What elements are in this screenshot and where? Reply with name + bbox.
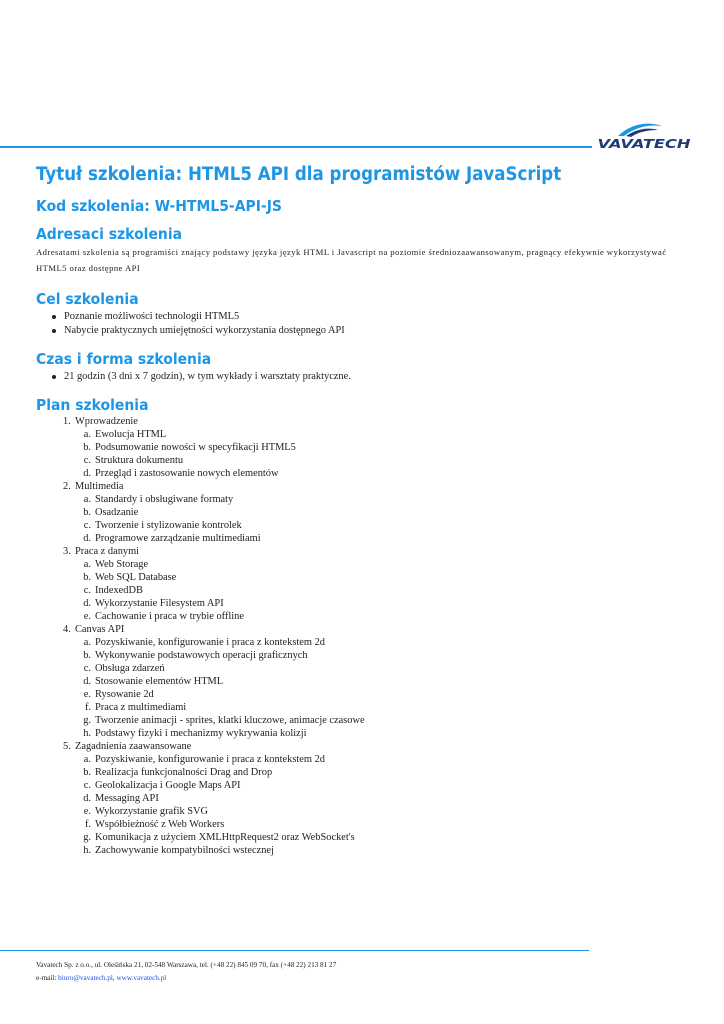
topic-text: Struktura dokumentu (95, 455, 184, 466)
topic-text: Tworzenie animacji - sprites, klatki kluczowe, animacje czasowe (95, 715, 365, 726)
module-topic (36, 636, 696, 649)
logo-text: VAVATECH (597, 136, 692, 151)
topic-text: Pozyskiwanie, konfigurowanie i praca z kontekstem 2d (95, 637, 325, 648)
footer-contact (36, 972, 596, 985)
topic-letter: f. (84, 702, 91, 713)
list-item: Nabycie praktycznych umiejętności wykorzystania dostępnego API (36, 324, 696, 338)
topic-letter: e. (83, 611, 91, 622)
course-title: Tytuł szkolenia: HTML5 API dla programistów JavaScript (36, 164, 562, 185)
plan-module (36, 480, 696, 545)
time-heading: Czas i forma szkolenia (36, 350, 212, 368)
topic-text: Web SQL Database (95, 572, 177, 583)
topic-letter: e. (83, 689, 91, 700)
module-topic (36, 519, 696, 532)
topic-text: Rysowanie 2d (95, 689, 154, 700)
module-number: 4. (63, 624, 71, 635)
module-title: Canvas API (75, 624, 125, 635)
topic-text: Stosowanie elementów HTML (95, 676, 224, 687)
topic-letter: b. (83, 507, 91, 518)
module-topic (36, 766, 696, 779)
goal-list (36, 310, 696, 338)
list-item: 21 godzin (3 dni x 7 godzin), w tym wykłady i warsztaty praktyczne. (36, 370, 696, 384)
topic-letter: h. (83, 728, 91, 739)
time-list (36, 370, 696, 384)
topic-text: Tworzenie i stylizowanie kontrolek (95, 520, 242, 531)
topic-text: Programowe zarządzanie multimediami (95, 533, 261, 544)
topic-text: Realizacja funkcjonalności Drag and Drop (95, 767, 273, 778)
module-label (36, 545, 696, 558)
module-topic (36, 818, 696, 831)
vavatech-logo-icon (596, 122, 692, 152)
topic-text: Wykonywanie podstawowych operacji graficznych (95, 650, 308, 661)
topic-text: Współbieżność z Web Workers (95, 819, 225, 830)
header-rule (0, 146, 592, 148)
module-title: Multimedia (75, 481, 124, 492)
topic-letter: b. (83, 767, 91, 778)
topic-text: Ewolucja HTML (95, 429, 167, 440)
topic-text: Przegląd i zastosowanie nowych elementów (95, 468, 279, 479)
topic-text: Pozyskiwanie, konfigurowanie i praca z kontekstem 2d (95, 754, 325, 765)
module-topic (36, 831, 696, 844)
topic-letter: a. (83, 494, 91, 505)
topic-letter: d. (83, 533, 91, 544)
module-topic (36, 467, 696, 480)
vavatech-logo (596, 122, 692, 152)
topic-text: Osadzanie (95, 507, 139, 518)
module-topic (36, 753, 696, 766)
module-topic (36, 454, 696, 467)
plan-heading: Plan szkolenia (36, 396, 149, 414)
document-content (36, 164, 696, 857)
module-number: 1. (63, 416, 71, 427)
topic-letter: a. (83, 429, 91, 440)
module-topic (36, 610, 696, 623)
topic-text: Podstawy fizyki i mechanizmy wykrywania kolizji (95, 728, 307, 739)
topic-text: Standardy i obsługiwane formaty (95, 494, 234, 505)
topic-text: Komunikacja z użyciem XMLHttpRequest2 oraz WebSocket's (95, 832, 355, 843)
topic-text: IndexedDB (95, 585, 143, 596)
topic-letter: h. (83, 845, 91, 856)
topic-letter: c. (83, 520, 91, 531)
plan-module-list (36, 415, 696, 857)
module-topic (36, 662, 696, 675)
footer-www-link[interactable]: www.vavatech.pl (116, 973, 167, 982)
module-topic (36, 701, 696, 714)
footer-email-link[interactable]: biuro@vavatech.pl (58, 973, 113, 982)
module-topic (36, 649, 696, 662)
footer-email-label: e-mail: (36, 973, 59, 982)
topic-letter: a. (83, 559, 91, 570)
topic-letter: c. (83, 780, 91, 791)
module-topic (36, 844, 696, 857)
topic-letter: e. (83, 806, 91, 817)
topic-letter: d. (83, 676, 91, 687)
topic-text: Obsługa zdarzeń (95, 663, 165, 674)
module-topic (36, 558, 696, 571)
topic-letter: c. (83, 455, 91, 466)
topic-text: Zachowywanie kompatybilności wstecznej (95, 845, 274, 856)
topic-letter: d. (83, 598, 91, 609)
goal-heading: Cel szkolenia (36, 290, 139, 308)
module-topic (36, 714, 696, 727)
footer-rule (0, 950, 589, 951)
topic-text: Praca z multimediami (95, 702, 187, 713)
plan-module (36, 545, 696, 623)
topic-letter: c. (83, 663, 91, 674)
module-topic (36, 571, 696, 584)
module-topic (36, 779, 696, 792)
topic-text: Web Storage (95, 559, 149, 570)
topic-letter: c. (83, 585, 91, 596)
topic-letter: d. (83, 793, 91, 804)
module-topic (36, 532, 696, 545)
topic-letter: g. (83, 832, 91, 843)
topic-letter: b. (83, 572, 91, 583)
audience-text: Adresatami szkolenia są programiści znający podstawy języka język HTML i Javascript na poziomie średniozaawansowanym, pragnący efekywnie wykorzystywać HTML5 oraz dostępne API (36, 247, 667, 273)
module-number: 2. (63, 481, 71, 492)
footer (36, 959, 596, 984)
list-item: Poznanie możliwości technologii HTML5 (36, 310, 696, 324)
module-label (36, 740, 696, 753)
topic-text: Podsumowanie nowości w specyfikacji HTML5 (95, 442, 296, 453)
footer-address: Vavatech Sp. z o.o., ul. Oleśińska 21, 02-548 Warszawa, tel. (+48 22) 845 09 70, fax (+48 22) 213 81 27 (36, 961, 337, 969)
topic-text: Messaging API (95, 793, 159, 804)
topic-letter: a. (83, 754, 91, 765)
module-topic (36, 805, 696, 818)
module-topic (36, 584, 696, 597)
module-label (36, 415, 696, 428)
topic-letter: f. (84, 819, 91, 830)
module-label (36, 623, 696, 636)
audience-heading: Adresaci szkolenia (36, 225, 183, 243)
module-topic (36, 675, 696, 688)
module-topic (36, 441, 696, 454)
module-topic (36, 428, 696, 441)
topic-letter: b. (83, 650, 91, 661)
module-number: 3. (63, 546, 71, 557)
module-topic (36, 597, 696, 610)
module-topic (36, 493, 696, 506)
module-topic (36, 688, 696, 701)
plan-module (36, 415, 696, 480)
module-number: 5. (63, 741, 71, 752)
module-topic (36, 792, 696, 805)
topic-text: Wykorzystanie grafik SVG (95, 806, 209, 817)
topic-letter: a. (83, 637, 91, 648)
topic-text: Geolokalizacja i Google Maps API (95, 780, 241, 791)
topic-text: Wykorzystanie Filesystem API (95, 598, 224, 609)
module-title: Praca z danymi (75, 546, 140, 557)
topic-text: Cachowanie i praca w trybie offline (95, 611, 244, 622)
module-title: Wprowadzenie (75, 416, 138, 427)
module-title: Zagadnienia zaawansowane (75, 741, 192, 752)
footer-separator: , (112, 973, 117, 982)
module-topic (36, 506, 696, 519)
plan-module (36, 623, 696, 740)
plan-module (36, 740, 696, 857)
course-code: Kod szkolenia: W-HTML5-API-JS (36, 197, 282, 215)
topic-letter: b. (83, 442, 91, 453)
module-label (36, 480, 696, 493)
topic-letter: d. (83, 468, 91, 479)
module-topic (36, 727, 696, 740)
topic-letter: g. (83, 715, 91, 726)
